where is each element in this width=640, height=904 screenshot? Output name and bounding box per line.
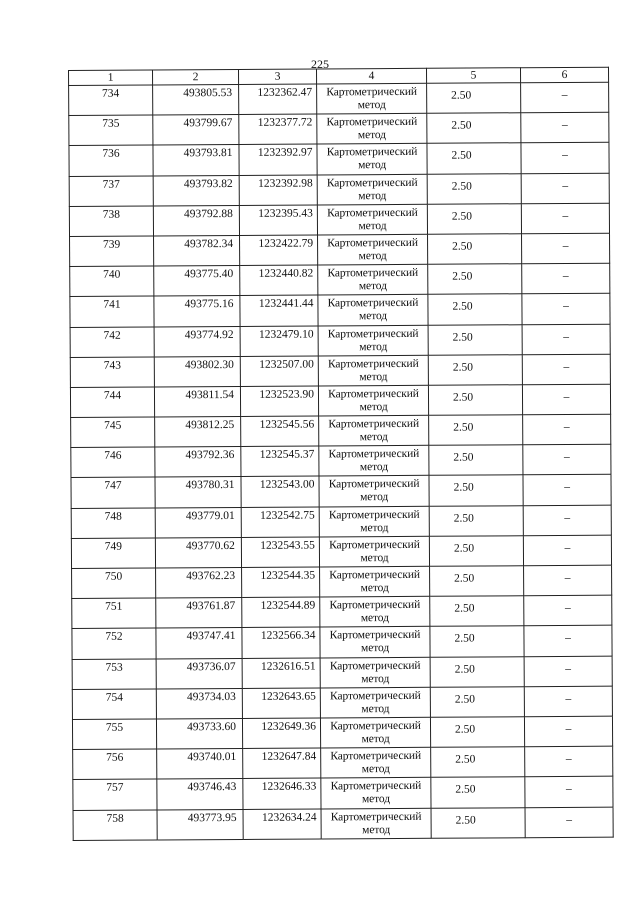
- y-coordinate-cell: 1232542.75: [241, 507, 319, 538]
- point-number-cell: 737: [69, 176, 153, 207]
- method-line-2: метод: [358, 189, 387, 202]
- point-number-cell: 748: [71, 508, 155, 539]
- y-coordinate-cell: 1232646.33: [243, 778, 321, 809]
- method-cell: [317, 204, 427, 235]
- precision-cell: 2.50: [430, 686, 524, 717]
- x-coordinate-cell: 493770.62: [155, 537, 241, 568]
- method-line-1: Картометрический: [329, 659, 421, 672]
- method-cell: [319, 476, 429, 507]
- method-line-1: Картометрический: [327, 357, 419, 371]
- x-coordinate-cell: 493736.07: [156, 658, 242, 689]
- method-cell: [320, 596, 430, 627]
- note-cell: –: [524, 656, 612, 687]
- method-line-2: метод: [358, 219, 387, 232]
- precision-cell: 2.50: [427, 203, 521, 234]
- method-line-2: метод: [358, 249, 387, 263]
- table-row: [72, 565, 612, 598]
- x-coordinate-cell: 493793.82: [153, 175, 239, 206]
- x-coordinate-cell: 493780.31: [155, 477, 241, 508]
- table-row: [70, 263, 610, 296]
- table-row: [69, 173, 609, 206]
- point-number-cell: 750: [72, 568, 156, 599]
- method-line-1: Картометрический: [329, 689, 421, 703]
- note-cell: –: [525, 776, 613, 807]
- note-cell: –: [523, 444, 611, 475]
- note-cell: –: [524, 626, 612, 657]
- y-coordinate-cell: 1232377.72: [239, 114, 317, 145]
- table-row: [70, 324, 610, 357]
- table-row: [71, 475, 611, 508]
- method-line-1: Картометрический: [329, 538, 420, 552]
- method-cell: [320, 717, 430, 748]
- y-coordinate-cell: 1232566.34: [242, 627, 320, 658]
- precision-cell: 2.50: [430, 596, 524, 627]
- method-line-2: метод: [357, 99, 386, 112]
- method-line-1: Картометрический: [327, 266, 419, 280]
- point-number-cell: 758: [73, 809, 157, 840]
- x-coordinate-cell: 493792.36: [155, 447, 241, 478]
- table-row: [71, 414, 611, 447]
- table-row: [71, 535, 611, 568]
- method-line-1: Картометрический: [328, 387, 419, 401]
- precision-cell: 2.50: [427, 113, 521, 144]
- point-number-cell: 740: [70, 266, 154, 297]
- note-cell: –: [522, 263, 610, 294]
- column-header: 1: [69, 70, 153, 86]
- point-number-cell: 735: [69, 115, 153, 146]
- point-number-cell: 743: [70, 357, 154, 388]
- note-cell: –: [525, 807, 613, 838]
- method-line-1: Картометрический: [330, 719, 421, 733]
- method-cell: [317, 174, 427, 205]
- precision-cell: 2.50: [428, 324, 522, 355]
- method-line-2: метод: [361, 763, 390, 776]
- precision-cell: 2.50: [429, 415, 523, 446]
- point-number-cell: 752: [72, 628, 156, 659]
- method-line-1: Картометрический: [326, 85, 418, 99]
- table-row: [73, 746, 613, 779]
- method-cell: [320, 627, 430, 658]
- method-line-2: метод: [359, 370, 388, 383]
- method-cell: [318, 264, 428, 295]
- note-cell: –: [522, 294, 610, 325]
- method-line-2: метод: [359, 400, 388, 414]
- note-cell: –: [522, 384, 610, 415]
- point-number-cell: 736: [69, 145, 153, 176]
- method-cell: [318, 385, 428, 416]
- point-number-cell: 746: [71, 447, 155, 478]
- note-cell: –: [523, 414, 611, 445]
- method-cell: [319, 536, 429, 567]
- method-line-2: метод: [359, 431, 388, 444]
- method-line-2: метод: [361, 793, 391, 806]
- method-cell: [321, 808, 431, 839]
- x-coordinate-cell: 493792.88: [153, 205, 239, 236]
- table-row: [71, 444, 611, 477]
- table-row: [70, 233, 610, 266]
- y-coordinate-cell: 1232422.79: [240, 235, 318, 266]
- coordinates-table: [68, 67, 614, 841]
- point-number-cell: 734: [69, 85, 153, 116]
- x-coordinate-cell: 493779.01: [155, 507, 241, 538]
- x-coordinate-cell: 493747.41: [156, 628, 242, 659]
- point-number-cell: 757: [73, 779, 157, 810]
- note-cell: –: [522, 354, 610, 385]
- note-cell: –: [522, 324, 610, 355]
- table-row: [70, 384, 610, 417]
- precision-cell: 2.50: [430, 566, 524, 597]
- x-coordinate-cell: 493805.53: [153, 84, 239, 115]
- method-cell: [320, 657, 430, 688]
- method-cell: [319, 506, 429, 537]
- method-line-1: Картометрический: [330, 810, 422, 823]
- point-number-cell: 747: [71, 477, 155, 508]
- y-coordinate-cell: 1232544.89: [242, 597, 320, 628]
- method-line-2: метод: [361, 702, 390, 715]
- table-row: [72, 686, 612, 719]
- precision-cell: 2.50: [427, 83, 521, 114]
- point-number-cell: 751: [72, 598, 156, 629]
- x-coordinate-cell: 493775.40: [154, 266, 240, 297]
- y-coordinate-cell: 1232543.55: [241, 537, 319, 568]
- point-number-cell: 756: [73, 749, 157, 780]
- x-coordinate-cell: 493761.87: [156, 598, 242, 629]
- method-cell: [318, 234, 428, 265]
- method-line-2: метод: [361, 672, 390, 685]
- y-coordinate-cell: 1232643.65: [242, 688, 320, 719]
- method-cell: [318, 355, 428, 386]
- note-cell: –: [524, 565, 612, 596]
- y-coordinate-cell: 1232543.00: [241, 476, 319, 507]
- column-header: 6: [520, 67, 608, 83]
- table-row: [71, 505, 611, 538]
- y-coordinate-cell: 1232544.35: [242, 567, 320, 598]
- method-line-2: метод: [361, 732, 390, 746]
- method-line-1: Картометрический: [330, 780, 422, 793]
- point-number-cell: 745: [71, 417, 155, 448]
- x-coordinate-cell: 493793.81: [153, 145, 239, 176]
- table-row: [72, 626, 612, 659]
- x-coordinate-cell: 493812.25: [155, 417, 241, 448]
- precision-cell: 2.50: [430, 656, 524, 687]
- y-coordinate-cell: 1232507.00: [240, 356, 318, 387]
- note-cell: –: [523, 535, 611, 566]
- x-coordinate-cell: 493811.54: [154, 386, 240, 417]
- method-cell: [317, 113, 427, 144]
- point-number-cell: 744: [70, 387, 154, 418]
- precision-cell: 2.50: [429, 536, 523, 567]
- method-cell: [321, 747, 431, 778]
- table-row: [70, 354, 610, 387]
- y-coordinate-cell: 1232392.98: [239, 175, 317, 206]
- method-cell: [321, 778, 431, 809]
- method-line-2: метод: [359, 340, 388, 353]
- note-cell: –: [521, 143, 609, 174]
- method-line-1: Картометрический: [326, 176, 418, 189]
- method-line-2: метод: [360, 521, 389, 534]
- precision-cell: 2.50: [428, 234, 522, 265]
- precision-cell: 2.50: [428, 354, 522, 385]
- note-cell: –: [523, 475, 611, 506]
- method-cell: [319, 446, 429, 477]
- precision-cell: 2.50: [430, 626, 524, 657]
- method-line-1: Картометрический: [328, 508, 420, 522]
- note-cell: –: [524, 716, 612, 747]
- column-header: 2: [153, 69, 239, 85]
- method-cell: [317, 83, 427, 114]
- y-coordinate-cell: 1232545.37: [241, 446, 319, 477]
- table-row: [69, 203, 609, 236]
- column-header: 4: [316, 68, 426, 84]
- precision-cell: 2.50: [428, 264, 522, 295]
- method-cell: [320, 687, 430, 718]
- y-coordinate-cell: 1232545.56: [241, 416, 319, 447]
- precision-cell: 2.50: [430, 717, 524, 748]
- note-cell: –: [522, 233, 610, 264]
- y-coordinate-cell: 1232647.84: [243, 748, 321, 779]
- y-coordinate-cell: 1232395.43: [239, 205, 317, 236]
- page-number: 225: [311, 57, 329, 71]
- table-row: [70, 294, 610, 327]
- precision-cell: 2.50: [428, 385, 522, 416]
- point-number-cell: 749: [71, 538, 155, 569]
- y-coordinate-cell: 1232362.47: [239, 84, 317, 115]
- y-coordinate-cell: 1232392.97: [239, 144, 317, 175]
- point-number-cell: 739: [70, 236, 154, 267]
- method-cell: [317, 144, 427, 175]
- precision-cell: 2.50: [429, 505, 523, 536]
- method-line-1: Картометрический: [328, 417, 420, 431]
- method-line-2: метод: [357, 129, 386, 142]
- method-line-1: Картометрический: [328, 478, 420, 491]
- y-coordinate-cell: 1232441.44: [240, 295, 318, 326]
- method-line-2: метод: [360, 612, 389, 625]
- point-number-cell: 755: [72, 719, 156, 750]
- table-body: [69, 82, 614, 840]
- x-coordinate-cell: 493740.01: [157, 749, 243, 780]
- table-row: [72, 656, 612, 689]
- note-cell: –: [524, 595, 612, 626]
- method-line-2: метод: [358, 159, 387, 172]
- precision-cell: 2.50: [431, 747, 525, 778]
- method-line-1: Картометрический: [327, 236, 418, 250]
- precision-cell: 2.50: [429, 475, 523, 506]
- method-line-2: метод: [362, 823, 391, 836]
- note-cell: –: [521, 173, 609, 204]
- method-line-1: Картометрический: [327, 206, 418, 220]
- method-line-2: метод: [359, 461, 388, 474]
- method-line-2: метод: [360, 551, 389, 565]
- table-row: [73, 807, 613, 840]
- point-number-cell: 742: [70, 326, 154, 357]
- table-row: [73, 776, 613, 809]
- note-cell: –: [525, 746, 613, 777]
- precision-cell: 2.50: [429, 445, 523, 476]
- method-line-2: метод: [358, 280, 387, 293]
- method-cell: [320, 566, 430, 597]
- y-coordinate-cell: 1232440.82: [240, 265, 318, 296]
- y-coordinate-cell: 1232649.36: [242, 718, 320, 749]
- y-coordinate-cell: 1232634.24: [243, 808, 321, 839]
- note-cell: –: [521, 203, 609, 234]
- method-line-2: метод: [360, 642, 390, 655]
- method-cell: [318, 325, 428, 356]
- table-row: [69, 143, 609, 176]
- x-coordinate-cell: 493799.67: [153, 115, 239, 146]
- precision-cell: 2.50: [431, 807, 525, 838]
- point-number-cell: 754: [72, 689, 156, 720]
- note-cell: –: [521, 82, 609, 113]
- method-cell: [318, 295, 428, 326]
- y-coordinate-cell: 1232616.51: [242, 658, 320, 689]
- method-line-1: Картометрический: [326, 146, 418, 159]
- point-number-cell: 738: [69, 206, 153, 237]
- method-line-1: Картометрический: [330, 749, 422, 763]
- method-line-2: метод: [360, 582, 389, 595]
- x-coordinate-cell: 493734.03: [156, 688, 242, 719]
- x-coordinate-cell: 493773.95: [157, 809, 243, 840]
- table-row: [72, 595, 612, 628]
- method-line-2: метод: [360, 491, 389, 504]
- method-line-1: Картометрический: [327, 327, 419, 340]
- x-coordinate-cell: 493802.30: [154, 356, 240, 387]
- method-line-1: Картометрический: [329, 568, 420, 582]
- method-cell: [319, 415, 429, 446]
- point-number-cell: 741: [70, 296, 154, 327]
- table-row: [72, 716, 612, 749]
- x-coordinate-cell: 493782.34: [154, 235, 240, 266]
- method-line-1: Картометрический: [328, 448, 420, 461]
- precision-cell: 2.50: [427, 143, 521, 174]
- x-coordinate-cell: 493762.23: [156, 567, 242, 598]
- method-line-1: Картометрический: [329, 599, 421, 612]
- x-coordinate-cell: 493733.60: [156, 718, 242, 749]
- method-line-1: Картометрический: [329, 629, 421, 642]
- method-line-1: Картометрический: [327, 297, 419, 310]
- table-row: [69, 112, 609, 145]
- precision-cell: 2.50: [431, 777, 525, 808]
- column-header: 3: [238, 69, 316, 84]
- x-coordinate-cell: 493775.16: [154, 296, 240, 327]
- table-row: [69, 82, 609, 115]
- method-line-1: Картометрический: [326, 116, 418, 129]
- precision-cell: 2.50: [428, 294, 522, 325]
- y-coordinate-cell: 1232479.10: [240, 325, 318, 356]
- column-header: 5: [426, 68, 520, 84]
- precision-cell: 2.50: [427, 173, 521, 204]
- note-cell: –: [524, 686, 612, 717]
- x-coordinate-cell: 493774.92: [154, 326, 240, 357]
- y-coordinate-cell: 1232523.90: [240, 386, 318, 417]
- x-coordinate-cell: 493746.43: [157, 779, 243, 810]
- method-line-2: метод: [358, 310, 388, 323]
- note-cell: –: [523, 505, 611, 536]
- point-number-cell: 753: [72, 659, 156, 690]
- note-cell: –: [521, 112, 609, 143]
